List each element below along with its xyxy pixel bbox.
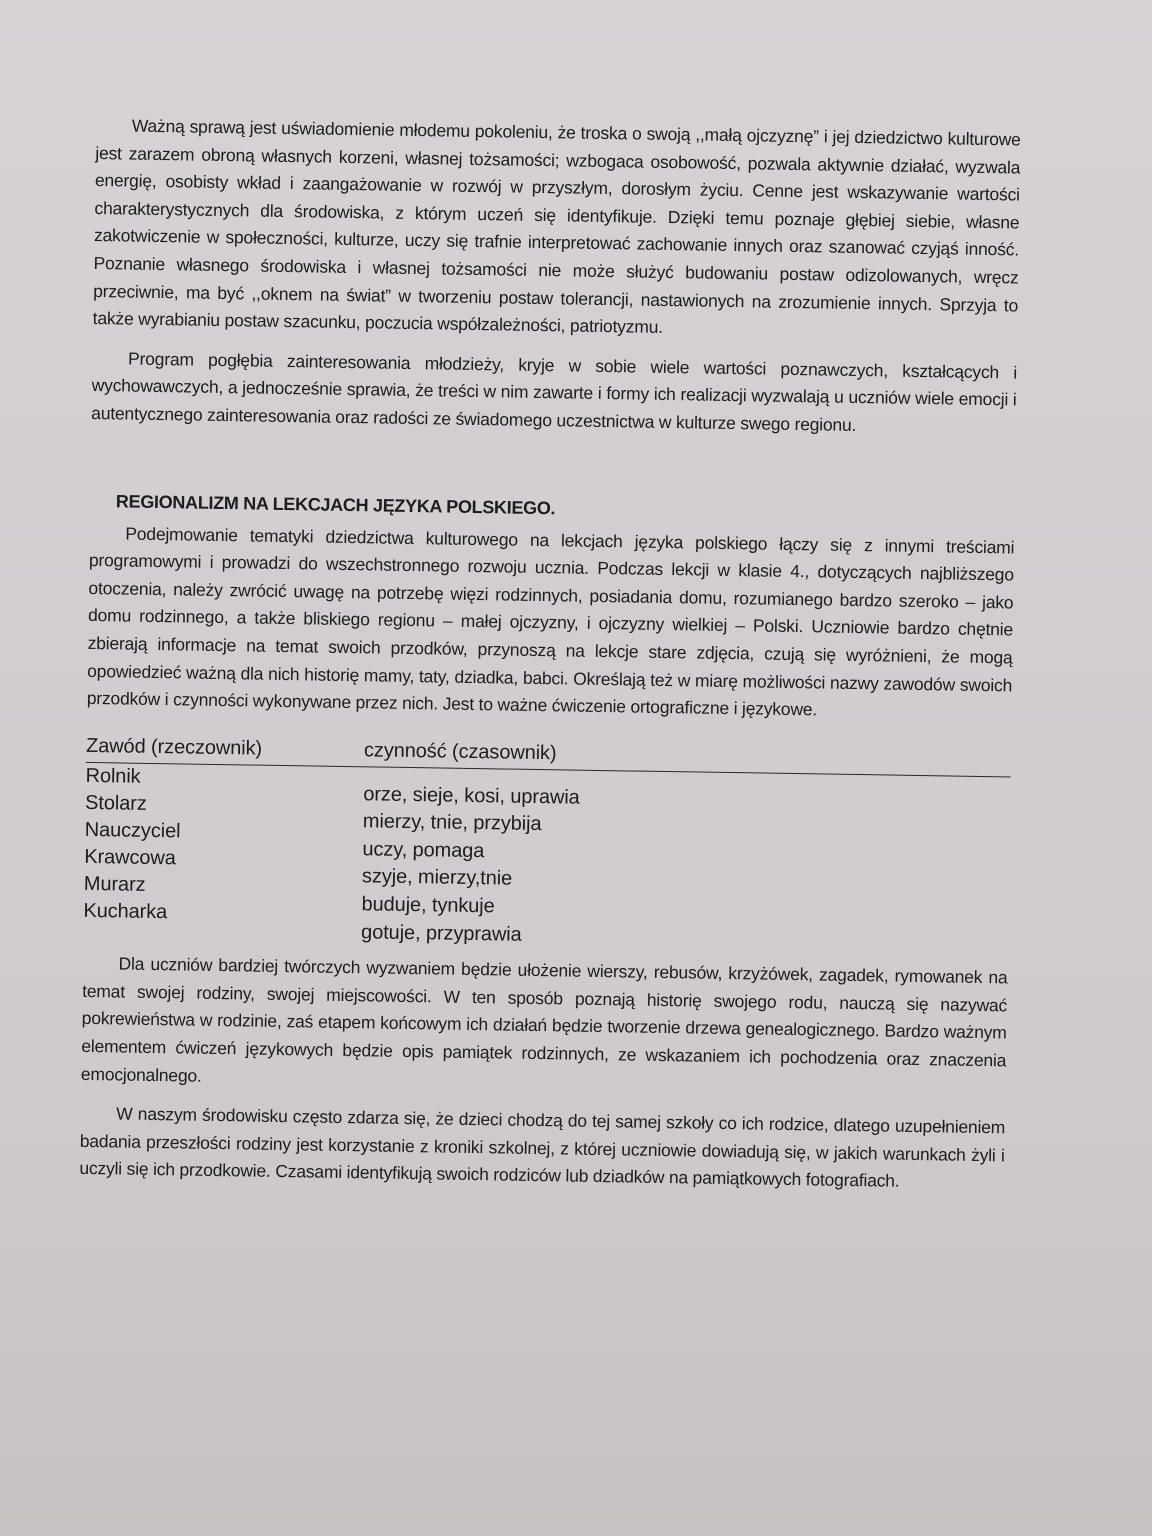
intro-paragraph-2: Program pogłębia zainteresowania młodzieży, kryje w sobie wiele wartości poznawczych, kształcących i wychowawczych, a jednocześnie sprawia, że treści w nim zawarte i formy ich realizacji wyzwalają u uczniów wiele emocji i autentycznego zainteresowania oraz radości ze świadomego uczestnictwa w kulturze swego regionu. xyxy=(91,348,1018,435)
page-content xyxy=(79,112,1021,1209)
closing-paragraph-1: Dla uczniów bardziej twórczych wyzwaniem będzie ułożenie wierszy, rebusów, krzyżówek, zagadek, rymowanek na temat swojej rodziny, swojej miejscowości. W ten sposób poznają historię swojego rodu, nauczą się nazywać pokrewieństwa w rodzinie, zaś etapem końcowym ich działań będzie tworzenie drzewa genealogicznego. Bardzo ważnym elementem ćwiczeń językowych będzie opis pamiątek rodzinnych, ze wskazaniem ich pochodzenia oraz znaczenia emocjonalnego. xyxy=(80,953,1008,1086)
activity-item: buduje, tynkuje xyxy=(361,893,495,918)
occupation-item: Kucharka xyxy=(83,899,168,923)
activity-item: szyje, mierzy,tnie xyxy=(361,865,513,891)
header-activity: czynność (czasownik) xyxy=(363,738,557,764)
activity-column xyxy=(361,767,580,950)
closing-paragraph-2: W naszym środowisku często zdarza się, że dzieci chodzą do tej samej szkoły co ich rodzice, dlatego uzupełnieniem badania przeszłości rodziny jest korzystanie z kroniki szkolnej, z której uczniowie dowiadują się, w jakich warunkach żyli i uczyli się ich przodkowie. Czasami identyfikują swoich rodziców lub dziadków na pamiątkowych fotografiach. xyxy=(79,1103,1006,1192)
activity-item: uczy, pomaga xyxy=(362,838,485,863)
activity-item: gotuje, przyprawia xyxy=(360,920,522,946)
occupation-item: Murarz xyxy=(83,872,146,896)
activity-item: orze, sieje, kosi, uprawia xyxy=(363,782,580,809)
occupation-item: Nauczyciel xyxy=(84,818,181,843)
occupation-column xyxy=(83,763,364,947)
occupation-item: Stolarz xyxy=(84,791,147,815)
occupation-item: Krawcowa xyxy=(84,845,176,870)
table-body xyxy=(83,763,1011,957)
occupation-item: Rolnik xyxy=(85,764,141,788)
section-paragraph-1: Podejmowanie tematyki dziedzictwa kulturowego na lekcjach języka polskiego łączy się z innymi treściami programowymi i prowadzi do wszechstronnego rozwoju ucznia. Podczas lekcji w klasie 4., dotyczących najbliższego otoczenia, należy zwrócić uwagę na potrzebę więzi rodzinnych, posiadania domu, rozumianego bardzo szeroko – jako domu rodzinnego, a także bliskiego regionu – małej ojczyzny, i ojczyzny wielkiej – Polski. Uczniowie bardzo chętnie zbierają informacje na temat swoich przodków, przynoszą na lekcje stare zdjęcia, czują się wyróżnieni, że mogą opowiedzieć ważną dla nich historię mamy, taty, dziadka, babci. Określają też w miarę możliwości nazwy zawodów swoich przodków i czynności wykonywane przez nich. Jest to ważne ćwiczenie ortograficzne i językowe. xyxy=(86,523,1015,720)
header-occupation: Zawód (rzeczownik) xyxy=(85,734,263,760)
activity-item: mierzy, tnie, przybija xyxy=(362,810,542,836)
intro-paragraph-1: Ważną sprawą jest uświadomienie młodemu pokoleniu, że troska o swoją ,,małą ojczyznę” i jej dziedzictwo kulturowe jest zarazem obroną własnych korzeni, własnej tożsamości; wzbogaca osobowość, pozwala aktywnie działać, wyzwala energię, osobisty wkład i zaangażowanie w rozwój w przyszłym, dorosłym życiu. Cenne jest wskazywanie wartości charakterystycznych dla środowiska, z którym uczeń się identyfikuje. Dzięki temu poznaje głębiej siebie, własne zakotwiczenie w społeczności, kulturze, uczy się trafnie interpretować zachowanie innych oraz szanować czyjąś inność. Poznanie własnego środowiska i własnej tożsamości nie może służyć budowaniu postaw odizolowanych, wręcz przeciwnie, ma być ,,oknem na świat” w tworzeniu postaw tolerancji, nastawionych na zrozumienie innych. Sprzyja to także wyrabianiu postaw szacunku, poczucia współzależności, patriotyzmu. xyxy=(92,115,1021,338)
occupation-table xyxy=(83,733,1011,957)
section-heading: REGIONALIZM NA LEKCJACH JĘZYKA POLSKIEGO. xyxy=(115,490,556,518)
